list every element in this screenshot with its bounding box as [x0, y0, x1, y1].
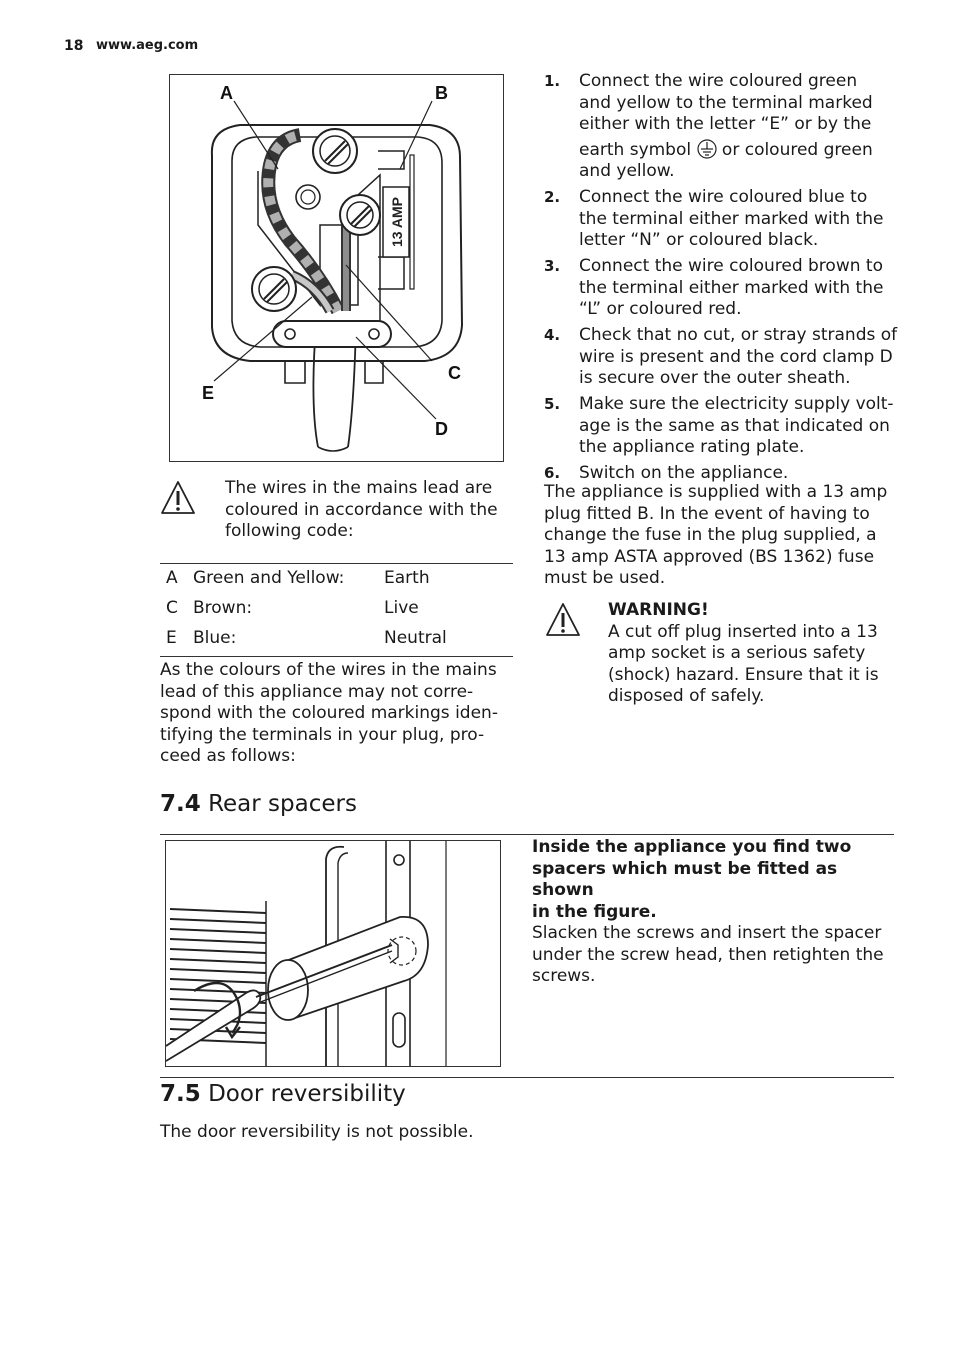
text-line: (shock) hazard. Ensure that it is: [608, 664, 879, 685]
rear-spacer-figure: [165, 840, 501, 1067]
text-line: tifying the terminals in your plug, pro-: [160, 724, 485, 745]
text-line: the terminal either marked with the: [579, 208, 884, 229]
text-line: wire is present and the cord clamp D: [579, 346, 893, 367]
wire-function: Live: [384, 598, 419, 618]
step-number: 2.: [544, 188, 561, 206]
page-number: 18: [64, 38, 84, 54]
text-line: A cut off plug inserted into a 13: [608, 621, 878, 642]
text-line: spond with the coloured markings iden-: [160, 703, 498, 723]
text-fragment: or coloured green: [721, 139, 873, 160]
text-line: and yellow.: [579, 161, 675, 181]
label-a: A: [220, 83, 233, 103]
warning-block: [608, 600, 908, 708]
table-row: [160, 594, 513, 624]
label-e: E: [202, 383, 215, 403]
wire-colour-note: The wires in the mains lead are coloured in accordance with the following code:: [225, 478, 498, 541]
table-row: [160, 624, 513, 654]
text-line: and yellow to the terminal marked: [579, 92, 873, 113]
wire-letter: E: [166, 628, 177, 648]
text-line: Inside the appliance you find two: [532, 837, 852, 857]
step-number: 6.: [544, 464, 561, 482]
text-line: in the figure.: [532, 901, 657, 922]
text-line: As the colours of the wires in the mains: [160, 660, 497, 680]
text-line: Make sure the electricity supply volt-: [579, 394, 894, 414]
earth-screw: [313, 129, 357, 173]
text-line: amp socket is a serious safety: [608, 643, 866, 663]
live-screw: [340, 195, 380, 235]
text-line: Slacken the screws and insert the spacer: [532, 923, 882, 943]
text-line: plug fitted B. In the event of having to: [544, 503, 870, 524]
text-line: [579, 139, 904, 162]
section-7-4-heading: [160, 791, 357, 817]
wiring-steps-list: [544, 71, 904, 485]
text-line: Check that no cut, or stray strands of: [579, 325, 898, 345]
text-line: must be used.: [544, 568, 666, 588]
text-line: disposed of safely.: [608, 686, 765, 706]
text-line: 13 amp ASTA approved (BS 1362) fuse: [544, 546, 875, 567]
earth-symbol-icon: [697, 139, 717, 159]
text-line: under the screw head, then retighten the: [532, 944, 884, 965]
text-line: lead of this appliance may not corre-: [160, 681, 474, 702]
fuse-rating-label: 13 AMP: [389, 196, 405, 248]
neutral-screw: [252, 267, 296, 311]
plug-wiring-figure: [169, 74, 504, 462]
wire-colour: Brown:: [193, 598, 253, 618]
step-5: [544, 394, 904, 459]
section-number: 7.5: [160, 1081, 201, 1107]
warning-triangle-icon: [545, 602, 581, 638]
text-line: screws.: [532, 966, 596, 986]
colours-paragraph: [160, 660, 520, 768]
step-3: [544, 256, 904, 321]
fuse-paragraph: [544, 482, 904, 590]
text-line: the terminal either marked with the: [579, 277, 884, 298]
header-url: www.aeg.com: [96, 38, 199, 53]
label-d: D: [435, 419, 448, 439]
text-line: spacers which must be fitted as shown: [532, 858, 838, 900]
wire-colour-table: [160, 563, 513, 657]
text-line: the appliance rating plate.: [579, 437, 805, 457]
warning-title: WARNING!: [608, 600, 709, 620]
text-fragment: earth symbol: [579, 139, 692, 160]
wire-colour: Blue:: [193, 628, 237, 648]
text-line: Connect the wire coloured blue to: [579, 187, 868, 207]
section-divider: [160, 834, 894, 835]
step-number: 4.: [544, 326, 561, 344]
section-divider: [160, 1077, 894, 1078]
text-line: ceed as follows:: [160, 746, 296, 766]
step-number: 1.: [544, 72, 561, 90]
wire-letter: A: [166, 568, 178, 588]
table-row: [160, 564, 513, 594]
step-4: [544, 325, 904, 390]
step-number: 3.: [544, 257, 561, 275]
wire-function: Earth: [384, 568, 430, 588]
step-1: [544, 71, 904, 183]
section-number: 7.4: [160, 791, 201, 817]
text-line: Connect the wire coloured brown to: [579, 256, 883, 276]
text-line: either with the letter “E” or by the: [579, 114, 872, 134]
text-line: Switch on the appliance.: [579, 463, 789, 483]
rear-spacers-text: [532, 837, 894, 988]
plug-diagram: [170, 75, 503, 461]
text-line: Connect the wire coloured green: [579, 71, 858, 91]
text-line: age is the same as that indicated on: [579, 415, 890, 436]
step-2: [544, 187, 904, 252]
wire-function: Neutral: [384, 628, 447, 648]
section-title: Rear spacers: [208, 791, 357, 817]
rear-spacer-diagram: [166, 841, 500, 1066]
wire-letter: C: [166, 598, 178, 618]
step-number: 5.: [544, 395, 561, 413]
label-c: C: [448, 363, 461, 383]
text-line: The appliance is supplied with a 13 amp: [544, 482, 888, 502]
text-line: “L” or coloured red.: [579, 299, 742, 319]
section-7-5-heading: [160, 1081, 406, 1107]
label-b: B: [435, 83, 448, 103]
section-title: Door reversibility: [208, 1081, 406, 1107]
wire-colour: Green and Yellow:: [193, 568, 345, 588]
door-reversibility-text: The door reversibility is not possible.: [160, 1122, 474, 1142]
text-line: letter “N” or coloured black.: [579, 230, 819, 250]
text-line: change the fuse in the plug supplied, a: [544, 525, 877, 545]
text-line: is secure over the outer sheath.: [579, 368, 851, 388]
warning-triangle-icon: [160, 480, 196, 516]
